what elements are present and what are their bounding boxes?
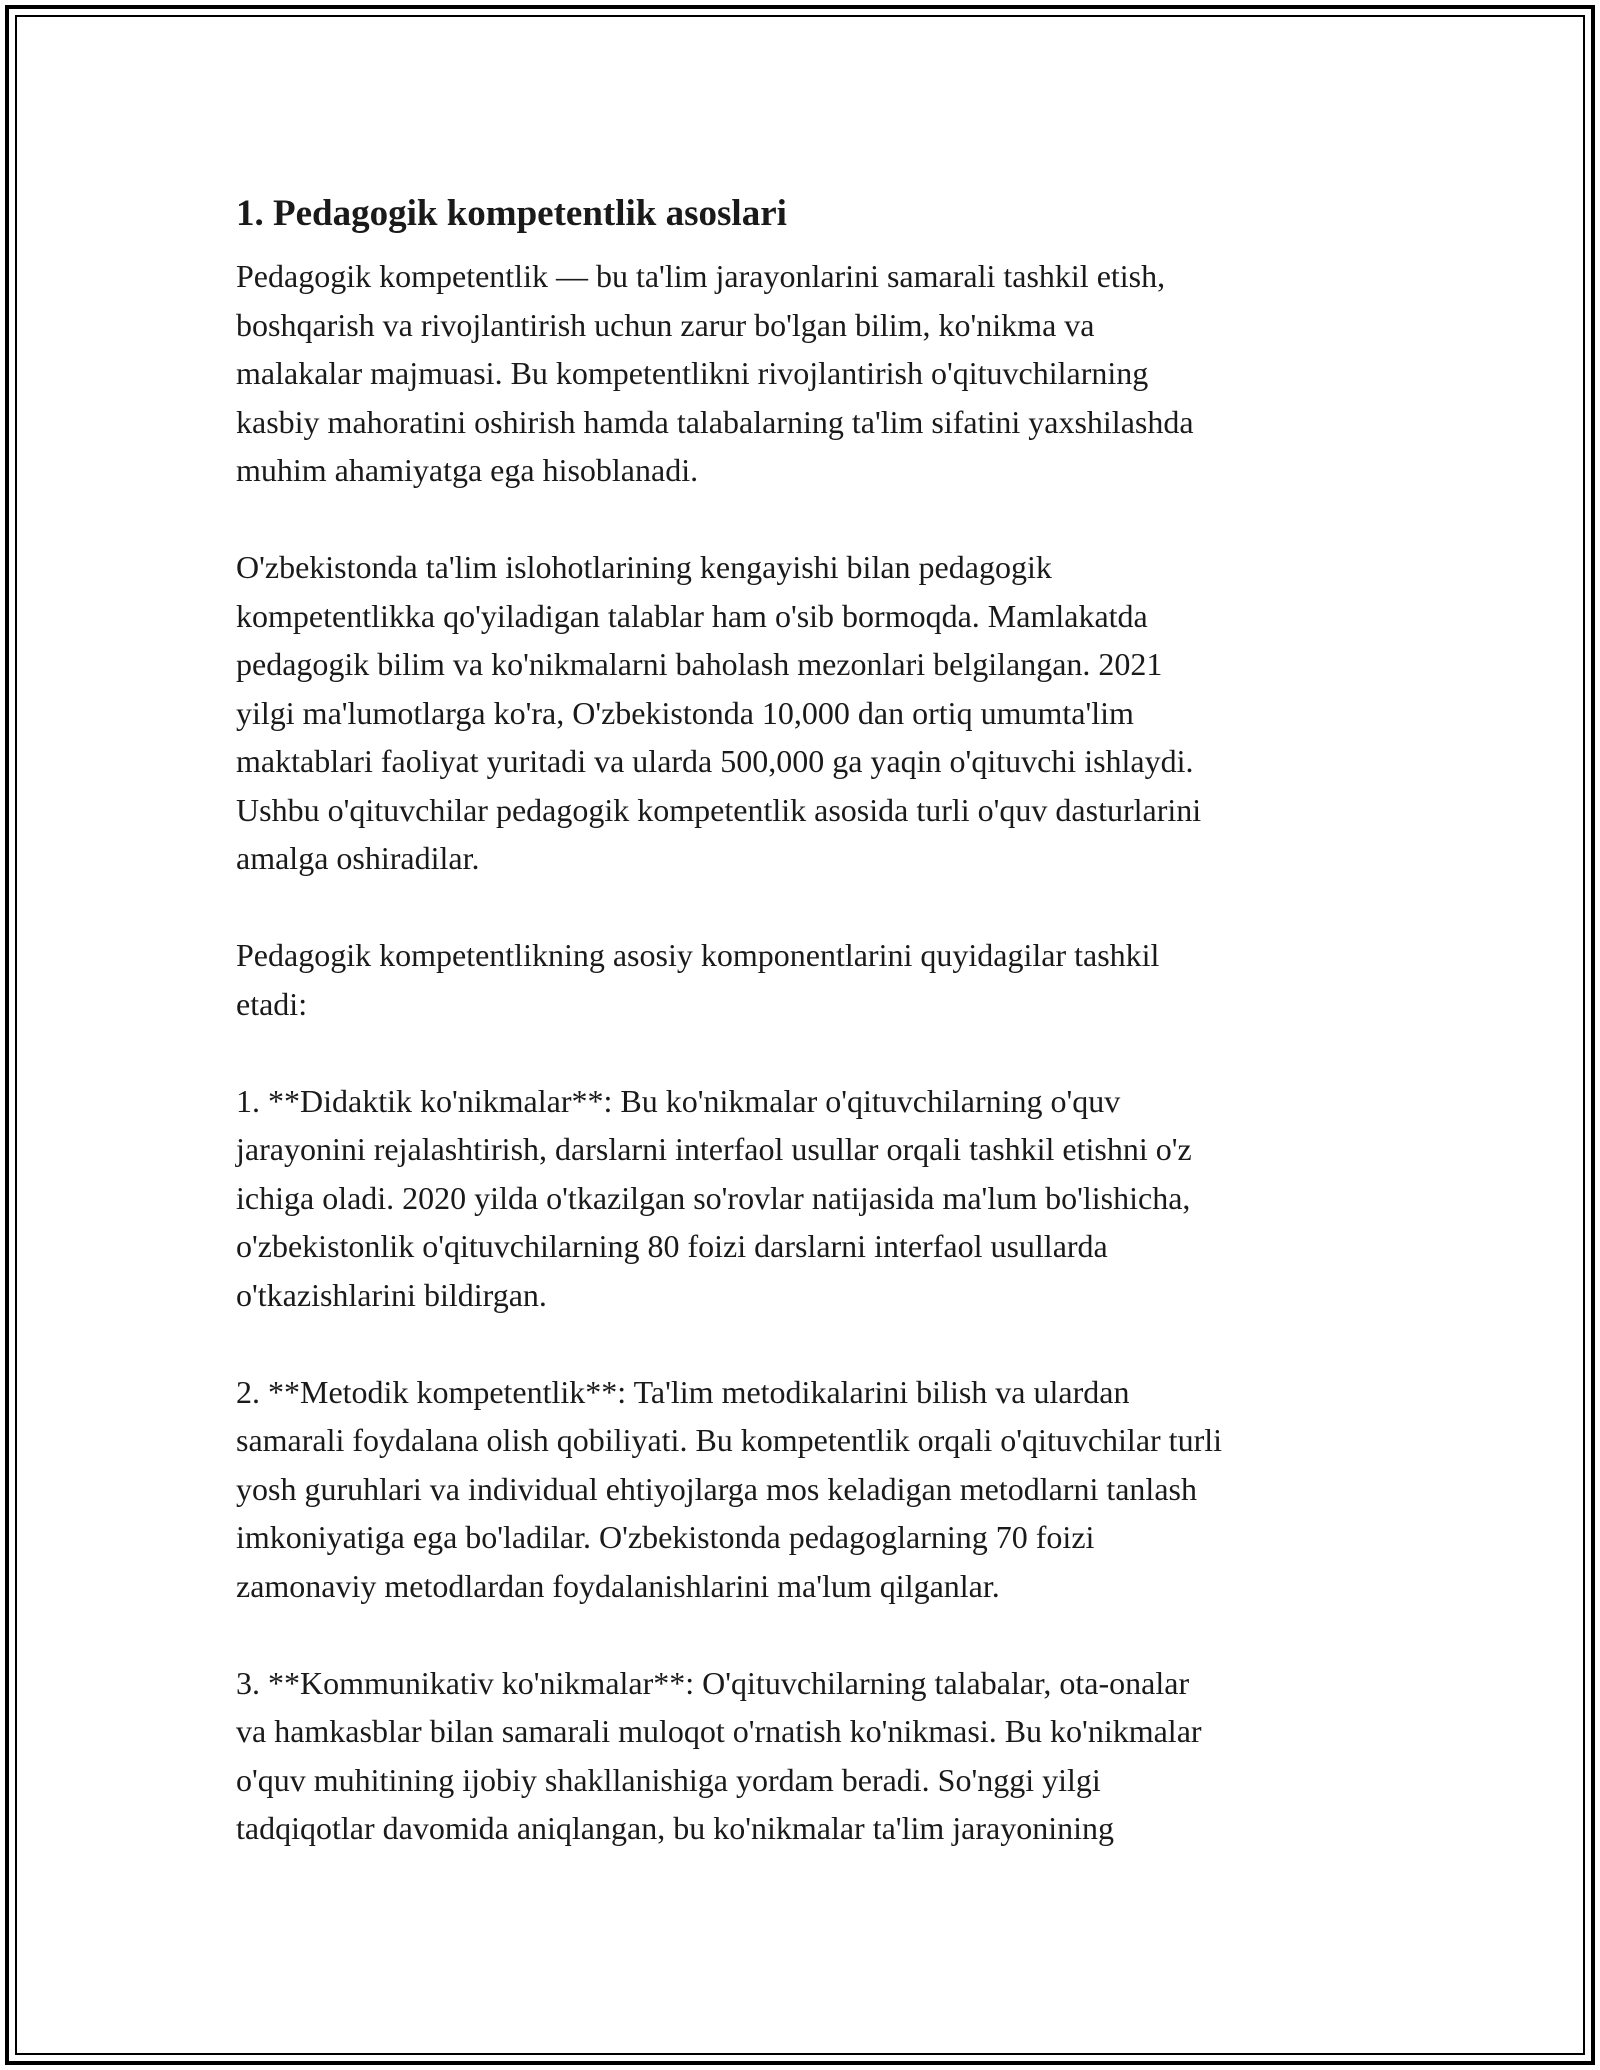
document-body	[236, 186, 1396, 1901]
paragraph-uzbekistan-reforms: O'zbekistonda ta'lim islohotlarining kengayishi bilan pedagogik kompetentlikka qo'yiladigan talablar ham o'sib bormoqda. Mamlakatda pedagogik bilim va ko'nikmalarni baholash mezonlari belgilangan. 2021 yilgi ma'lumotlarga ko'ra, O'zbekistonda 10,000 dan ortiq umumta'lim maktablari faoliyat yuritadi va ularda 500,000 ga yaqin o'qituvchi ishlaydi. Ushbu o'qituvchilar pedagogik kompetentlik asosida turli o'quv dasturlarini amalga oshiradilar.	[236, 549, 1202, 876]
list-item-didactic-skills: 1. **Didaktik ko'nikmalar**: Bu ko'nikmalar o'qituvchilarning o'quv jarayonini rejalashtirish, darslarni interfaol usullar orqali tashkil etishni o'z ichiga oladi. 2020 yilda o'tkazilgan so'rovlar natijasida ma'lum bo'lishicha, o'zbekistonlik o'qituvchilarning 80 foizi darslarni interfaol usullarda o'tkazishlarini bildirgan.	[236, 1082, 1192, 1313]
list-item-communicative-skills: 3. **Kommunikativ ko'nikmalar**: O'qituvchilarning talabalar, ota-onalar va hamkasblar bilan samarali muloqot o'rnatish ko'nikmasi. Bu ko'nikmalar o'quv muhitining ijobiy shakllanishiga yordam beradi. So'nggi yilgi tadqiqotlar davomida aniqlangan, bu ko'nikmalar ta'lim jarayonining	[236, 1664, 1202, 1846]
section-heading: 1. Pedagogik kompetentlik asoslari	[236, 193, 787, 234]
paragraph-definition: Pedagogik kompetentlik — bu ta'lim jarayonlarini samarali tashkil etish, boshqarish va rivojlantirish uchun zarur bo'lgan bilim, ko'nikma va malakalar majmuasi. Bu kompetentlikni rivojlantirish o'qituvchilarning kasbiy mahoratini oshirish hamda talabalarning ta'lim sifatini yaxshilashda muhim ahamiyatga ega hisoblanadi.	[236, 258, 1194, 488]
paragraph-components-intro: Pedagogik kompetentlikning asosiy komponentlarini quyidagilar tashkil etadi:	[236, 937, 1160, 1022]
list-item-methodical-competence: 2. **Metodik kompetentlik**: Ta'lim metodikalarini bilish va ulardan samarali foydalana olish qobiliyati. Bu kompetentlik orqali o'qituvchilar turli yosh guruhlari va individual ehtiyojlarga mos keladigan metodlarni tanlash imkoniyatiga ega bo'ladilar. O'zbekistonda pedagoglarning 70 foizi zamonaviy metodlardan foydalanishlarini ma'lum qilganlar.	[236, 1373, 1222, 1604]
